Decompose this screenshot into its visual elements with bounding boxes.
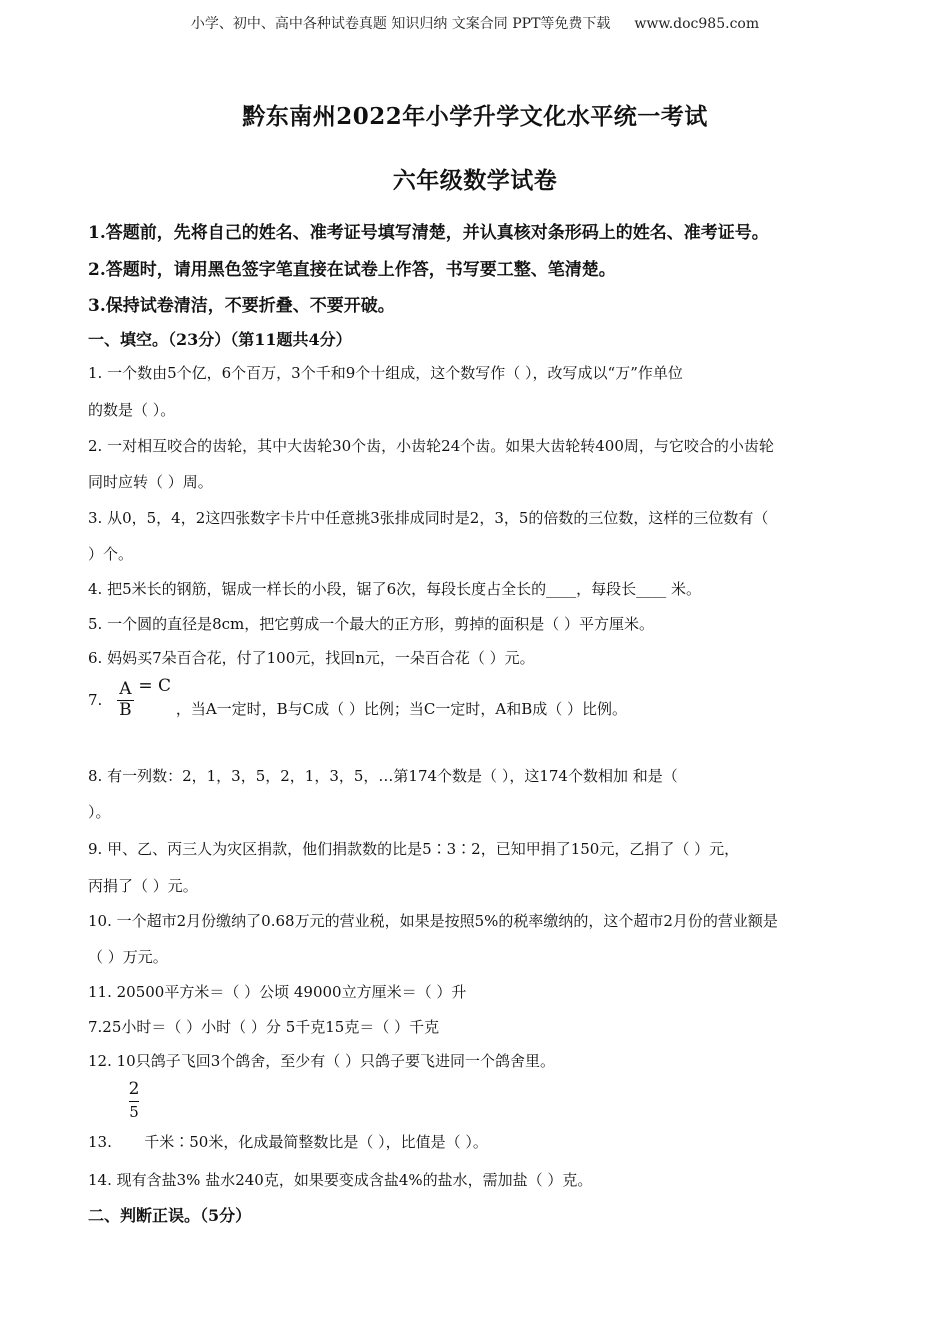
question-13-fraction-bar	[129, 1101, 140, 1102]
question-13-number: 13.	[88, 1132, 112, 1151]
header-site: www.doc985.com	[634, 16, 760, 32]
question-1-line-1: 1. 一个数由5个亿，6个百万，3个千和9个十组成，这个数写作（ ），改写成以“万”作单位	[88, 364, 683, 382]
question-7-fraction	[117, 680, 134, 720]
exam-title: 黔东南州2022年小学升学文化水平统一考试	[242, 103, 708, 130]
question-9-line-2: 丙捐了（ ）元。	[88, 877, 198, 895]
question-1-line-2: 的数是（ ）。	[88, 401, 176, 419]
question-13-fraction	[129, 1080, 140, 1120]
page-header	[0, 13, 950, 33]
instruction-3: 3.保持试卷清洁，不要折叠、不要开破。	[88, 296, 395, 316]
instruction-1: 1.答题前，先将自己的姓名、准考证号填写清楚，并认真核对条形码上的姓名、准考证号。	[88, 223, 769, 243]
instruction-2: 2.答题时，请用黑色签字笔直接在试卷上作答，书写要工整、笔清楚。	[88, 260, 616, 280]
question-8-line-2: ）。	[88, 803, 111, 821]
question-7-text: ，当A一定时，B与C成（ ）比例；当C一定时，A和B成（ ）比例。	[175, 699, 628, 718]
question-12: 12. 10只鸽子飞回3个鸽舍，至少有（ ）只鸽子要飞进同一个鸽舍里。	[88, 1052, 556, 1070]
question-3-line-1: 3. 从0，5，4，2这四张数字卡片中任意挑3张排成同时是2，3，5的倍数的三位数，这样的三位数有（	[88, 509, 769, 527]
question-5: 5. 一个圆的直径是8cm，把它剪成一个最大的正方形，剪掉的面积是（ ）平方厘米。	[88, 615, 655, 633]
question-10-line-2: （ ）万元。	[88, 948, 168, 966]
question-13-numerator: 2	[128, 1079, 140, 1099]
exam-subtitle: 六年级数学试卷	[392, 167, 558, 194]
header-text: 小学、初中、高中各种试卷真题 知识归纳 文案合同 PPT等免费下载	[190, 16, 611, 32]
question-13	[88, 1079, 488, 1151]
question-3-line-2: ）个。	[88, 545, 134, 563]
question-4: 4. 把5米长的钢筋，锯成一样长的小段，锯了6次，每段长度占全长的____，每段长____ 米。	[88, 580, 701, 598]
question-13-denominator: 5	[129, 1102, 139, 1121]
question-10-line-1: 10. 一个超市2月份缴纳了0.68万元的营业税，如果是按照5%的税率缴纳的，这个超市2月份的营业额是	[88, 912, 778, 930]
question-2-line-2: 同时应转（ ）周。	[88, 473, 213, 491]
question-7-denominator: B	[119, 699, 132, 720]
question-6: 6. 妈妈买7朵百合花，付了100元，找回n元，一朵百合花（ ）元。	[88, 649, 535, 667]
question-7-number: 7.	[88, 691, 103, 710]
question-7-numerator: A	[117, 680, 134, 701]
section-fill-blank: 一、填空。（23分）（第11题共4分）	[88, 330, 352, 349]
question-14: 14. 现有含盐3% 盐水240克，如果要变成含盐4%的盐水，需加盐（ ）克。	[88, 1171, 593, 1189]
question-11-line-1: 11. 20500平方米＝（ ）公顷 49000立方厘米＝（ ）升	[88, 983, 467, 1001]
question-7-equation: = C	[138, 676, 172, 697]
question-7	[88, 676, 628, 720]
question-13-text: 千米∶50米，化成最简整数比是（ ），比值是（ ）。	[144, 1132, 488, 1151]
question-9-line-1: 9. 甲、乙、丙三人为灾区捐款，他们捐款数的比是5∶3∶2，已知甲捐了150元，乙捐了（ ）元，	[88, 840, 740, 858]
question-8-line-1: 8. 有一列数：2，1，3，5，2，1，3，5，…第174个数是（ ），这174个数相加 和是（	[88, 767, 678, 785]
section-true-false: 二、判断正误。（5分）	[88, 1206, 252, 1225]
question-2-line-1: 2. 一对相互咬合的齿轮，其中大齿轮30个齿，小齿轮24个齿。如果大齿轮转400周，与它咬合的小齿轮	[88, 437, 774, 455]
question-11-line-2: 7.25小时＝（ ）小时（ ）分 5千克15克＝（ ）千克	[88, 1018, 440, 1036]
